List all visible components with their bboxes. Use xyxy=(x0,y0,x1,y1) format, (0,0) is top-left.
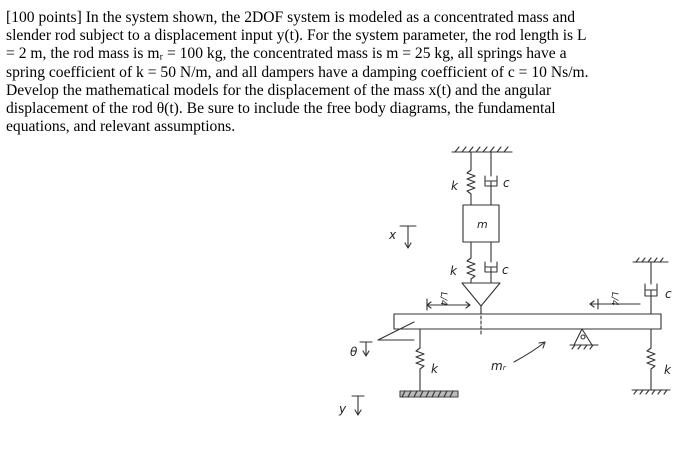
right-spring xyxy=(647,329,655,390)
right-ceiling xyxy=(633,258,668,262)
rod-mass-arrow xyxy=(514,342,545,362)
top-ceiling xyxy=(452,147,512,152)
y-coordinate xyxy=(352,396,364,415)
theta-reference xyxy=(360,322,414,356)
problem-line: displacement of the rod θ(t). Be sure to include the free body diagrams, the fundamental xyxy=(6,100,556,118)
problem-line: = 2 m, the rod mass is mᵣ = 100 kg, the concentrated mass is m = 25 kg, all springs have a xyxy=(6,45,567,63)
label-x: x xyxy=(389,228,397,242)
x-coordinate xyxy=(400,226,416,248)
label-c-top: c xyxy=(503,176,510,190)
problem-line: Develop the mathematical models for the displacement of the mass x(t) and the angular xyxy=(6,81,552,99)
label-mass: m xyxy=(477,218,488,231)
label-L4-left: L/4 xyxy=(438,292,448,306)
rod-connector xyxy=(462,283,500,306)
top-spring xyxy=(467,152,475,205)
label-k-top: k xyxy=(451,179,458,193)
label-L4-right: L/4 xyxy=(609,292,619,306)
right-ground xyxy=(632,390,670,394)
problem-line: slender rod subject to a displacement input y(t). For the system parameter, the rod length is L xyxy=(6,27,587,45)
slender-rod xyxy=(394,314,661,329)
top-damper xyxy=(485,152,497,205)
bottom-spring xyxy=(416,329,424,392)
right-damper xyxy=(645,262,657,314)
pivot-support xyxy=(570,329,598,349)
label-k-mid: k xyxy=(450,264,457,278)
moving-base xyxy=(400,391,458,397)
label-c-right: c xyxy=(665,287,672,301)
problem-line: equations, and relevant assumptions. xyxy=(6,118,236,136)
problem-line: spring coefficient of k = 50 N/m, and all dampers have a damping coefficient of c = 10 Ns/m. xyxy=(6,63,589,81)
label-c-mid: c xyxy=(502,263,509,277)
label-y: y xyxy=(339,402,347,416)
problem-line: [100 points] In the system shown, the 2DOF system is modeled as a concentrated mass and xyxy=(6,9,576,26)
label-k-right: k xyxy=(664,363,671,377)
label-rod-mass: mᵣ xyxy=(491,359,506,373)
label-theta: θ xyxy=(350,345,358,359)
middle-damper xyxy=(485,242,497,283)
label-k-bottom: k xyxy=(431,362,438,376)
middle-spring xyxy=(467,242,475,283)
